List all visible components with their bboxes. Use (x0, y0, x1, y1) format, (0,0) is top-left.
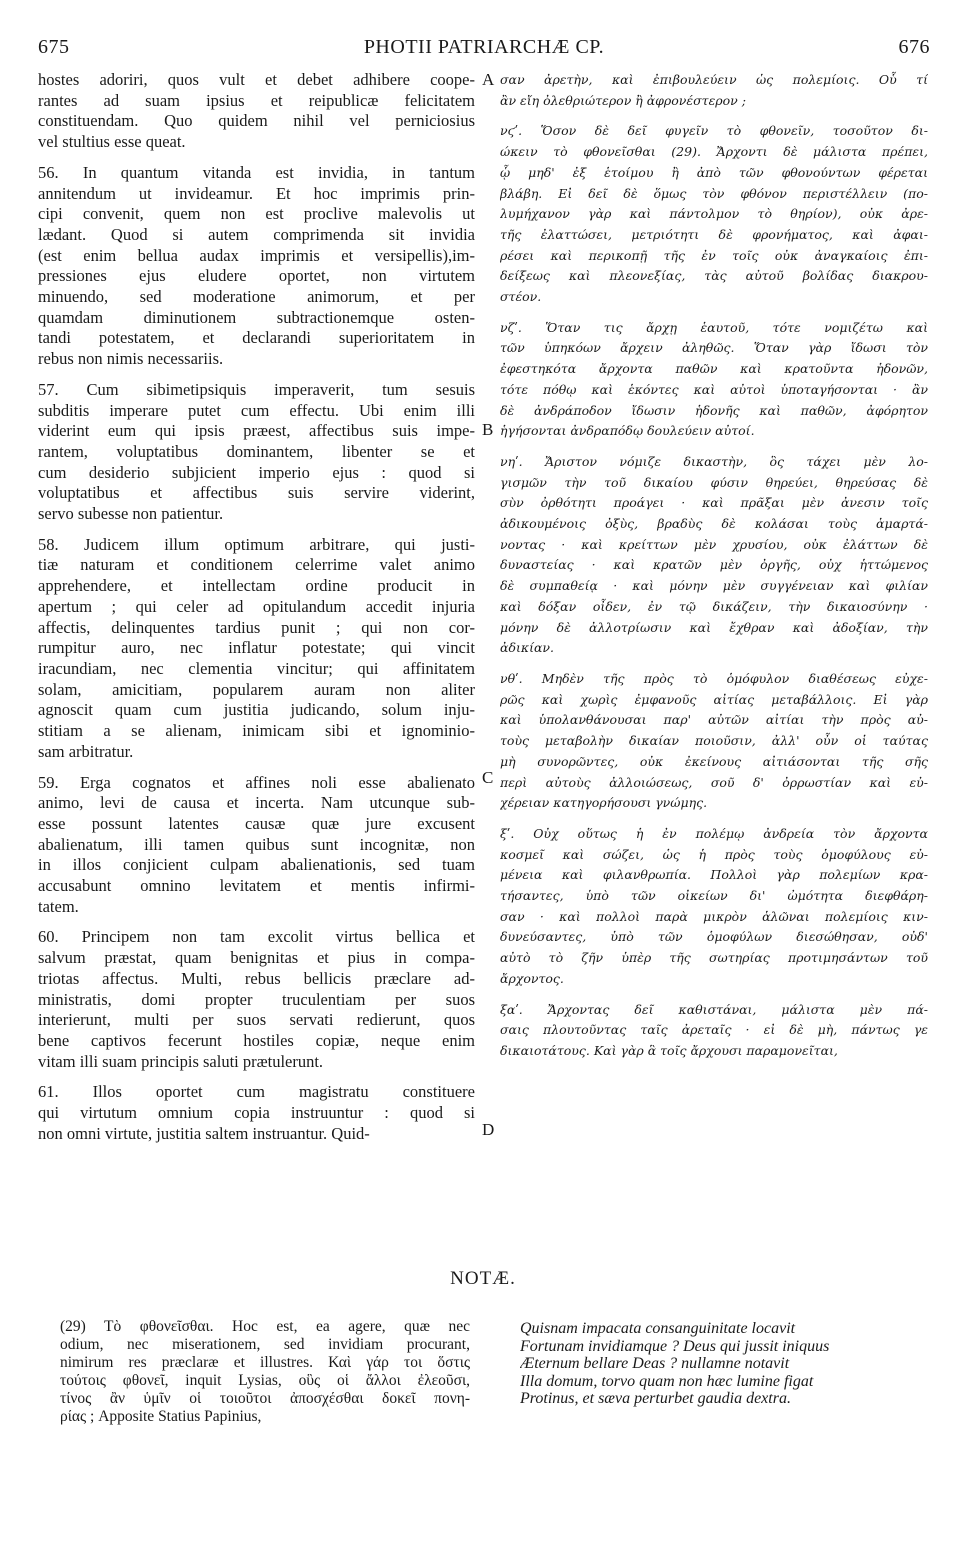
latin-line: constituendam. Quo quidem nihil vel perniciosius (38, 111, 475, 131)
latin-line: bene captivos fecerunt hostiles copiæ, neque enim (38, 1030, 475, 1050)
greek-line: ἐφεστηκότα ἄρχοντα παθῶν καὶ κρατοῦντα ἡδονῶν, (500, 361, 928, 377)
greek-line: δικαιοτάτους. Καὶ γὰρ ἃ τοῖς ἄρχουσι παραμονεῖται, (500, 1042, 838, 1058)
latin-line: pressiones ejus eludere oportet, non virtutem (38, 266, 475, 286)
greek-line: λυμήχανον γὰρ καὶ πάντολμον τὸ θηρίον), οὐκ ἀρε- (500, 206, 928, 222)
latin-paragraph (38, 1082, 475, 1144)
latin-line: 61. Illos oportet cum magistratu constituere (38, 1082, 475, 1102)
greek-paragraph (500, 121, 928, 307)
latin-line: viderint eum qui ipsis præest, affectibus suis impe- (38, 421, 475, 441)
column-marker-b: B (482, 420, 494, 439)
latin-line: voluptatibus et affectibus suis servire viderint, (38, 483, 475, 503)
latin-line: abalienatum, illi tamen quibus sunt incognitæ, non (38, 834, 475, 854)
greek-line: νηʹ. Ἄριστον νόμιζε δικαστὴν, ὃς τάχει μὲν λο- (500, 453, 928, 469)
greek-line: ᾧ μηδ' ἐξ ἑτοίμου ἢ ἀπὸ τῶν φθονούντων φέρεται (500, 164, 928, 180)
note-left-line: τούτοις φθονεῖ, inquit Lysias, οὓς οἱ ἄλλοι ἐλεοῦσι, (60, 1372, 470, 1389)
latin-line: 59. Erga cognatos et affines noli esse abalienato (38, 772, 475, 792)
latin-line: accusabunt omnino levitatem et mentis infirmi- (38, 876, 475, 896)
greek-line: αὐτὸ τὸ ζῆν ὑπὲρ τῆς σωτηρίας προτιμησάντων τοῦ (500, 950, 928, 966)
note-left-line: nimirum res præclaræ et illustres. Καὶ γάρ τοι ὅστις (60, 1354, 470, 1371)
greek-line: δὲ συμπαθείᾳ · καὶ μόνην μὲν συγγένειαν καὶ φιλίαν (500, 578, 928, 594)
latin-line: annitendum ut invideamur. Et hoc imprimis prin- (38, 183, 475, 203)
latin-line: esse possunt latentes causæ quæ jure excusent (38, 813, 475, 833)
greek-line: τήσαντες, ὑπὸ τῶν οἰκείων δι' ὠμότητα διεφθάρη- (500, 888, 928, 904)
greek-line: χέρειαν κατηγορήσουσι γνώμης. (500, 795, 708, 811)
latin-line: apertum ; qui celer ad opitulandum accedit injuria (38, 596, 475, 616)
running-title: PHOTII PATRIARCHÆ CP. (363, 36, 605, 58)
latin-line: rantes ad suam ipsius et reipublicæ felicitatem (38, 90, 475, 110)
greek-line: ἀδικίαν. (500, 640, 554, 656)
latin-line: triotas affectus. Multi, rebus bellicis præclare ad- (38, 968, 475, 988)
latin-line: interierunt, multi per suos servati redierunt, quos (38, 1010, 475, 1030)
column-marker-a: A (482, 70, 495, 89)
latin-line: rumpitur auro, nec inflatur potestate; qui vincit (38, 638, 475, 658)
greek-line: ἀδικουμένοις ὀξὺς, βραδὺς δὲ κολάσαι τοὺς ἁμαρτά- (500, 516, 928, 532)
greek-line: ἄρχοντος. (500, 970, 564, 986)
greek-line: σαν · καὶ πολλοὶ παρὰ μικρὸν ἁλῶναι πολεμίοις κιν- (500, 908, 928, 924)
latin-paragraph (38, 927, 475, 1072)
greek-line: νοντας · καὶ κρείττων μὲν χρυσίου, οὐκ ἐλάττων δὲ (500, 536, 928, 552)
latin-line: tatem. (38, 896, 79, 916)
greek-line: νθʹ. Μηδὲν τῆς πρὸς τὸ ὁμόφυλον διαθέσεως εὐχε- (500, 670, 928, 686)
note-left-line: ρίας ; Apposite Statius Papinius, (60, 1408, 262, 1425)
latin-line: in illos conjicient culpam abalienationis, sed tuam (38, 855, 475, 875)
latin-line: quamdam diminutionem subtractionemque osten- (38, 307, 475, 327)
greek-line: δείξεως καὶ πλεονεξίας, τὰς αὐτοῦ βολίδας διακρου- (500, 268, 928, 284)
column-marker-d: D (482, 1120, 495, 1139)
greek-line: δυναστείας · καὶ κρατῶν μὲν ὀργῆς, οὐχ ἡττώμενος (500, 557, 928, 573)
greek-line: ἡγήσονται ἀνδραπόδῳ δουλεύειν αὐτοί. (500, 423, 755, 439)
page-number-right: 676 (898, 36, 930, 58)
latin-line: vitam illi suam principis saluti prætulerunt. (38, 1051, 324, 1071)
greek-column (500, 70, 928, 1062)
greek-line: σαις πλουτοῦντας ταῖς ἀρεταῖς · εἰ δὲ μὴ, πάντως γε (500, 1022, 928, 1038)
latin-line: tandi potestatem, et declarandi superioritatem in (38, 328, 475, 348)
latin-line: rantem, voluptatibus dominantem, libenter se et (38, 441, 475, 461)
latin-paragraph (38, 70, 475, 153)
greek-line: σαν ἀρετὴν, καὶ ἐπιβουλεύειν ὡς πολεμίοις. Οὗ τί (500, 72, 928, 87)
greek-line: ρέσει καὶ περικοπῇ τῆς ἐν τοῖς οὐκ ἀναγκαίοις ἐπι- (500, 247, 928, 263)
latin-line: servo subesse non patientur. (38, 504, 224, 524)
greek-line: δὲ ἀνδράποδον ἴδωσιν ἡδονῆς καὶ παθῶν, ἀφόρητον (500, 402, 928, 418)
greek-line: τῆς ἐλαττώσει, μετριότητι δὲ φρονήματος, καὶ ἀφαι- (500, 226, 928, 242)
greek-paragraph (500, 452, 928, 659)
latin-column (38, 70, 475, 1144)
latin-line: affectis, delinquentes tardius punit ; qui non cor- (38, 617, 475, 637)
greek-line: καὶ δόξαν οἶδεν, ἐν τῷ δικάζειν, τὴν δικαιοσύνην · (500, 598, 928, 614)
greek-line: νζʹ. Ὅταν τις ἄρχῃ ἑαυτοῦ, τότε νομιζέτω καὶ (500, 319, 928, 335)
latin-paragraph (38, 380, 475, 525)
greek-line: ρῶς καὶ χωρὶς ἐμφανοῦς αἰτίας μεταβάλλοις. Εἰ γὰρ (500, 691, 928, 707)
greek-line: νϛʹ. Ὅσον δὲ δεῖ φυγεῖν τὸ φθονεῖν, τοσοῦτον δι- (500, 123, 928, 139)
latin-line: non omni virtute, justitia saltem instruantur. Quid- (38, 1123, 370, 1143)
page-number-left: 675 (38, 36, 70, 58)
greek-line: τῶν ὑπηκόων ἄρχειν ἀληθῶς. Ὅταν γὰρ ἴδωσι τὸν (500, 340, 928, 356)
note-verse-line: Fortunam invidiamque ? Deus qui jussit iniquus (520, 1337, 830, 1355)
greek-line: μένεια καὶ φιλανθρωπία. Πολλοὶ γὰρ πολεμίων κρα- (500, 867, 928, 883)
greek-line: ἂν εἴη ὀλεθριώτερον ἢ ἀφρονέστερον ; (500, 92, 746, 108)
page-header (38, 36, 930, 64)
latin-line: subditis imperare putet cum effectu. Ubi enim illi (38, 400, 475, 420)
greek-paragraph (500, 669, 928, 814)
notes-right-column (520, 1320, 930, 1408)
latin-line: hostes adoriri, quos vult et debet adhibere coope- (38, 70, 475, 89)
latin-line: 56. In quantum vitanda est invidia, in tantum (38, 162, 475, 182)
latin-line: solam, amicitiam, popularem auram non aliter (38, 679, 475, 699)
greek-line: μὴ συνορῶντες, οὐκ ἐκείνους αἰτιάσονται τῆς σῆς (500, 753, 928, 769)
note-left-line: (29) Τὸ φθονεῖσθαι. Hoc est, ea agere, quæ nec (60, 1318, 470, 1335)
latin-line: lædant. Quod si autem comprimenda sit invidia (38, 224, 475, 244)
greek-line: μόνην δὲ ἀλλοτρίωσιν καὶ ἔχθραν καὶ ἀδοξίαν, τὴν (500, 619, 928, 635)
latin-line: cipi convenit, quem non est proclive malevolis ut (38, 204, 475, 224)
latin-line: tiæ naturam et conditionem celerrime valet animo (38, 555, 475, 575)
latin-paragraph (38, 535, 475, 763)
greek-paragraph (500, 1000, 928, 1062)
greek-line: ξʹ. Οὐχ οὕτως ἡ ἐν πολέμῳ ἀνδρεία τὸν ἄρχοντα (500, 825, 928, 841)
latin-line: vel stultius esse queat. (38, 132, 186, 152)
notes-heading: NOTÆ. (450, 1268, 516, 1289)
greek-line: σὺν ὀρθότητι προάγει · καὶ πρᾶξαι μὲν ἀνεσιν τοῖς (500, 495, 928, 511)
greek-paragraph (500, 318, 928, 442)
latin-line: cum desiderio subjicient imperio ejus : quod si (38, 462, 475, 482)
latin-line: agnoscit quam cum justitia judicando, solum inju- (38, 700, 475, 720)
greek-line: περὶ αὐτοὺς ἀλλοιώσεως, σοῦ δ' ὀρρωστίαν καὶ εὐ- (500, 774, 928, 790)
greek-line: ώκειν τὸ φθονεῖσθαι (29). Ἄρχοντι δὲ μάλιστα πρέπει, (500, 144, 928, 160)
latin-line: (est enim bellua audax imprimis et versipellis),im- (38, 245, 475, 265)
greek-line: τότε πόθῳ καὶ ἑκόντες καὶ αὐτοὶ ὑποταγήσονται · ἂν (500, 381, 928, 397)
greek-paragraph (500, 70, 928, 111)
greek-line: κοσμεῖ καὶ σώζει, ὡς ἡ πρὸς τοὺς ὁμοφύλους εὐ- (500, 846, 928, 862)
notes-left-column (60, 1318, 470, 1426)
latin-line: stitiam a se alienam, inimicam sibi et ignominio- (38, 721, 475, 741)
latin-line: sam arbitratur. (38, 741, 134, 761)
latin-line: ministratis, domi propter truculentiam per suos (38, 989, 475, 1009)
note-verse-line: Protinus, et sæva perturbet gaudia dextra. (520, 1390, 791, 1407)
latin-line: apprehendere, et intellectam ordine producit in (38, 576, 475, 596)
latin-paragraph (38, 163, 475, 370)
latin-line: 60. Principem non tam excolit virtus bellica et (38, 927, 475, 947)
latin-line: iracundiam, nec clementia vincitur; qui affinitatem (38, 658, 475, 678)
note-verse-line: Æternum bellare Deas ? nullamne notavit (520, 1355, 790, 1372)
greek-line: δυνεύσαντες, ὑπὸ τῶν ὁμοφύλων διεσώθησαν, οὐδ' (500, 929, 928, 945)
latin-line: minuendo, sed moderatione animorum, et per (38, 287, 475, 307)
greek-line: τοὺς μεταβολὴν δικαίαν ποιοῦσιν, ἀλλ' οὖν οἱ ταύτας (500, 733, 928, 749)
latin-paragraph (38, 773, 475, 918)
note-left-line: odium, nec miserationem, sed invidiam procurant, (60, 1336, 470, 1353)
latin-line: rebus non nimis necessariis. (38, 349, 224, 369)
latin-line: 57. Cum sibimetipsiquis imperaverit, tum sesuis (38, 379, 475, 399)
latin-line: animo, levi de causa et incerta. Nam utcunque sub- (38, 793, 475, 813)
latin-line: salvum præstat, quam benignitas et pius in compa- (38, 948, 475, 968)
column-marker-c: C (482, 768, 494, 787)
greek-line: γισμῶν τὴν τοῦ δικαίου φύσιν θηρεύει, θηρεύσας δὲ (500, 474, 928, 490)
greek-line: καὶ ὑπολανθάνουσαι παρ' αὐτῶν αἰτίαι τὴν πρὸς αὐ- (500, 712, 928, 728)
latin-line: 58. Judicem illum optimum arbitrare, qui justi- (38, 534, 475, 554)
latin-line: qui virtutum omnium copia instruuntur : quod si (38, 1103, 475, 1123)
note-verse-line: Illa domum, torvo quam non hæc lumine figat (520, 1372, 814, 1390)
note-left-line: τίνος ἂν ὑμῖν οἱ τοιοῦτοι ἀποσχέσθαι δοκεῖ πονη- (60, 1390, 470, 1407)
greek-line: ξαʹ. Ἄρχοντας δεῖ καθιστάναι, μάλιστα μὲν πά- (500, 1001, 928, 1017)
note-verse-line: Quisnam impacata consanguinitate locavit (520, 1320, 796, 1337)
greek-paragraph (500, 824, 928, 990)
greek-line: βλάβη. Εἰ δεῖ δὲ ὅμως τὸν φθόνον περιστέλλειν (πο- (500, 185, 928, 201)
greek-line: στέον. (500, 289, 542, 305)
